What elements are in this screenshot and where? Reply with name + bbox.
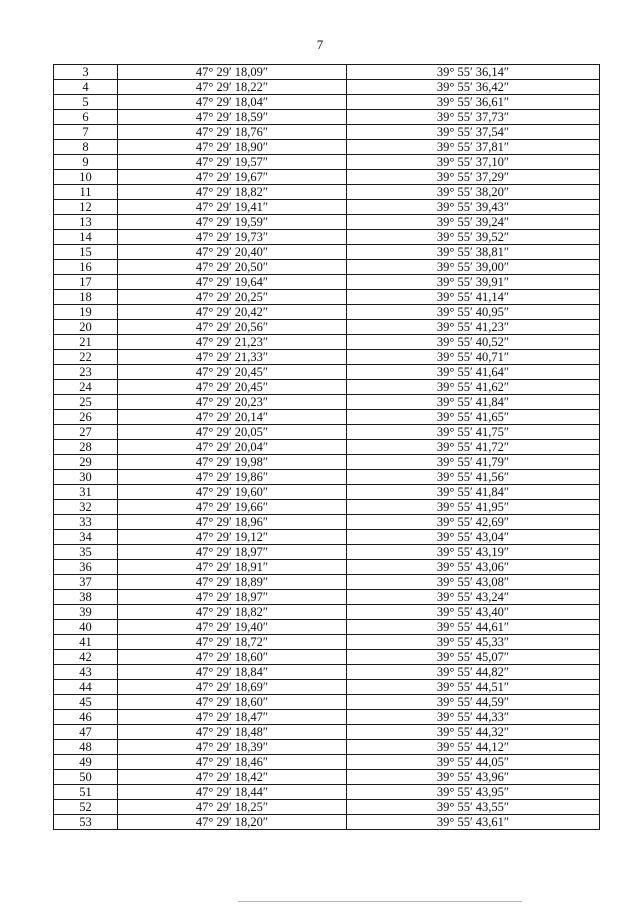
latitude-cell: 47° 29′ 19,41″ <box>118 200 347 215</box>
longitude-cell: 39° 55′ 41,84″ <box>347 485 600 500</box>
table-row <box>54 425 600 440</box>
table-row <box>54 695 600 710</box>
latitude-cell: 47° 29′ 19,64″ <box>118 275 347 290</box>
latitude-cell: 47° 29′ 19,73″ <box>118 230 347 245</box>
longitude-cell: 39° 55′ 44,59″ <box>347 695 600 710</box>
longitude-cell: 39° 55′ 44,05″ <box>347 755 600 770</box>
point-number-cell: 22 <box>54 350 118 365</box>
table-row <box>54 350 600 365</box>
longitude-cell: 39° 55′ 43,04″ <box>347 530 600 545</box>
latitude-cell: 47° 29′ 18,90″ <box>118 140 347 155</box>
table-row <box>54 575 600 590</box>
table-row <box>54 620 600 635</box>
latitude-cell: 47° 29′ 18,82″ <box>118 605 347 620</box>
table-row <box>54 530 600 545</box>
longitude-cell: 39° 55′ 40,71″ <box>347 350 600 365</box>
longitude-cell: 39° 55′ 39,52″ <box>347 230 600 245</box>
longitude-cell: 39° 55′ 40,95″ <box>347 305 600 320</box>
longitude-cell: 39° 55′ 36,61″ <box>347 95 600 110</box>
longitude-cell: 39° 55′ 37,29″ <box>347 170 600 185</box>
latitude-cell: 47° 29′ 18,48″ <box>118 725 347 740</box>
table-row <box>54 200 600 215</box>
table-row <box>54 545 600 560</box>
table-row <box>54 635 600 650</box>
point-number-cell: 50 <box>54 770 118 785</box>
point-number-cell: 41 <box>54 635 118 650</box>
longitude-cell: 39° 55′ 44,82″ <box>347 665 600 680</box>
longitude-cell: 39° 55′ 43,55″ <box>347 800 600 815</box>
point-number-cell: 31 <box>54 485 118 500</box>
table-row <box>54 680 600 695</box>
table-row <box>54 410 600 425</box>
latitude-cell: 47° 29′ 18,60″ <box>118 650 347 665</box>
point-number-cell: 10 <box>54 170 118 185</box>
point-number-cell: 24 <box>54 380 118 395</box>
table-row <box>54 485 600 500</box>
latitude-cell: 47° 29′ 18,44″ <box>118 785 347 800</box>
point-number-cell: 20 <box>54 320 118 335</box>
longitude-cell: 39° 55′ 41,23″ <box>347 320 600 335</box>
point-number-cell: 29 <box>54 455 118 470</box>
longitude-cell: 39° 55′ 37,73″ <box>347 110 600 125</box>
point-number-cell: 36 <box>54 560 118 575</box>
latitude-cell: 47° 29′ 20,05″ <box>118 425 347 440</box>
table-row <box>54 395 600 410</box>
latitude-cell: 47° 29′ 18,46″ <box>118 755 347 770</box>
table-row <box>54 560 600 575</box>
table-row <box>54 515 600 530</box>
point-number-cell: 52 <box>54 800 118 815</box>
point-number-cell: 45 <box>54 695 118 710</box>
table-row <box>54 440 600 455</box>
table-row <box>54 215 600 230</box>
point-number-cell: 19 <box>54 305 118 320</box>
table-row <box>54 170 600 185</box>
table-row <box>54 65 600 80</box>
latitude-cell: 47° 29′ 18,22″ <box>118 80 347 95</box>
latitude-cell: 47° 29′ 20,14″ <box>118 410 347 425</box>
latitude-cell: 47° 29′ 18,89″ <box>118 575 347 590</box>
point-number-cell: 40 <box>54 620 118 635</box>
latitude-cell: 47° 29′ 20,40″ <box>118 245 347 260</box>
latitude-cell: 47° 29′ 18,09″ <box>118 65 347 80</box>
point-number-cell: 11 <box>54 185 118 200</box>
longitude-cell: 39° 55′ 44,33″ <box>347 710 600 725</box>
point-number-cell: 51 <box>54 785 118 800</box>
latitude-cell: 47° 29′ 19,86″ <box>118 470 347 485</box>
latitude-cell: 47° 29′ 18,97″ <box>118 545 347 560</box>
table-row <box>54 725 600 740</box>
latitude-cell: 47° 29′ 18,47″ <box>118 710 347 725</box>
longitude-cell: 39° 55′ 39,43″ <box>347 200 600 215</box>
longitude-cell: 39° 55′ 36,42″ <box>347 80 600 95</box>
longitude-cell: 39° 55′ 41,56″ <box>347 470 600 485</box>
latitude-cell: 47° 29′ 20,50″ <box>118 260 347 275</box>
point-number-cell: 14 <box>54 230 118 245</box>
point-number-cell: 3 <box>54 65 118 80</box>
latitude-cell: 47° 29′ 21,23″ <box>118 335 347 350</box>
table-row <box>54 710 600 725</box>
table-row <box>54 290 600 305</box>
latitude-cell: 47° 29′ 18,97″ <box>118 590 347 605</box>
point-number-cell: 47 <box>54 725 118 740</box>
latitude-cell: 47° 29′ 19,59″ <box>118 215 347 230</box>
point-number-cell: 15 <box>54 245 118 260</box>
table-row <box>54 665 600 680</box>
latitude-cell: 47° 29′ 18,59″ <box>118 110 347 125</box>
longitude-cell: 39° 55′ 43,40″ <box>347 605 600 620</box>
latitude-cell: 47° 29′ 18,69″ <box>118 680 347 695</box>
longitude-cell: 39° 55′ 45,07″ <box>347 650 600 665</box>
latitude-cell: 47° 29′ 20,42″ <box>118 305 347 320</box>
point-number-cell: 12 <box>54 200 118 215</box>
latitude-cell: 47° 29′ 19,40″ <box>118 620 347 635</box>
point-number-cell: 7 <box>54 125 118 140</box>
latitude-cell: 47° 29′ 18,82″ <box>118 185 347 200</box>
scan-edge-line <box>238 901 522 902</box>
table-row <box>54 815 600 830</box>
longitude-cell: 39° 55′ 41,84″ <box>347 395 600 410</box>
table-row <box>54 755 600 770</box>
table-row <box>54 785 600 800</box>
table-row <box>54 365 600 380</box>
longitude-cell: 39° 55′ 41,72″ <box>347 440 600 455</box>
point-number-cell: 5 <box>54 95 118 110</box>
longitude-cell: 39° 55′ 38,81″ <box>347 245 600 260</box>
latitude-cell: 47° 29′ 18,96″ <box>118 515 347 530</box>
table-row <box>54 590 600 605</box>
table-row <box>54 650 600 665</box>
point-number-cell: 38 <box>54 590 118 605</box>
table-row <box>54 455 600 470</box>
table-row <box>54 125 600 140</box>
table-row <box>54 245 600 260</box>
longitude-cell: 39° 55′ 43,24″ <box>347 590 600 605</box>
table-row <box>54 260 600 275</box>
point-number-cell: 26 <box>54 410 118 425</box>
latitude-cell: 47° 29′ 18,39″ <box>118 740 347 755</box>
longitude-cell: 39° 55′ 39,00″ <box>347 260 600 275</box>
longitude-cell: 39° 55′ 44,51″ <box>347 680 600 695</box>
page-number: 7 <box>316 37 324 52</box>
longitude-cell: 39° 55′ 42,69″ <box>347 515 600 530</box>
point-number-cell: 39 <box>54 605 118 620</box>
table-row <box>54 230 600 245</box>
longitude-cell: 39° 55′ 39,24″ <box>347 215 600 230</box>
table-row <box>54 470 600 485</box>
point-number-cell: 25 <box>54 395 118 410</box>
point-number-cell: 9 <box>54 155 118 170</box>
point-number-cell: 8 <box>54 140 118 155</box>
point-number-cell: 32 <box>54 500 118 515</box>
longitude-cell: 39° 55′ 45,33″ <box>347 635 600 650</box>
latitude-cell: 47° 29′ 19,57″ <box>118 155 347 170</box>
point-number-cell: 48 <box>54 740 118 755</box>
table-row <box>54 770 600 785</box>
latitude-cell: 47° 29′ 18,60″ <box>118 695 347 710</box>
latitude-cell: 47° 29′ 20,25″ <box>118 290 347 305</box>
longitude-cell: 39° 55′ 44,61″ <box>347 620 600 635</box>
point-number-cell: 28 <box>54 440 118 455</box>
table-row <box>54 335 600 350</box>
latitude-cell: 47° 29′ 18,76″ <box>118 125 347 140</box>
latitude-cell: 47° 29′ 19,98″ <box>118 455 347 470</box>
point-number-cell: 34 <box>54 530 118 545</box>
latitude-cell: 47° 29′ 18,25″ <box>118 800 347 815</box>
longitude-cell: 39° 55′ 37,54″ <box>347 125 600 140</box>
longitude-cell: 39° 55′ 44,32″ <box>347 725 600 740</box>
point-number-cell: 53 <box>54 815 118 830</box>
table-row <box>54 800 600 815</box>
latitude-cell: 47° 29′ 18,04″ <box>118 95 347 110</box>
longitude-cell: 39° 55′ 37,81″ <box>347 140 600 155</box>
latitude-cell: 47° 29′ 20,45″ <box>118 365 347 380</box>
point-number-cell: 37 <box>54 575 118 590</box>
point-number-cell: 46 <box>54 710 118 725</box>
longitude-cell: 39° 55′ 44,12″ <box>347 740 600 755</box>
longitude-cell: 39° 55′ 38,20″ <box>347 185 600 200</box>
point-number-cell: 13 <box>54 215 118 230</box>
longitude-cell: 39° 55′ 43,61″ <box>347 815 600 830</box>
longitude-cell: 39° 55′ 41,14″ <box>347 290 600 305</box>
point-number-cell: 6 <box>54 110 118 125</box>
longitude-cell: 39° 55′ 36,14″ <box>347 65 600 80</box>
longitude-cell: 39° 55′ 43,95″ <box>347 785 600 800</box>
point-number-cell: 17 <box>54 275 118 290</box>
coordinates-table <box>53 64 600 830</box>
point-number-cell: 43 <box>54 665 118 680</box>
latitude-cell: 47° 29′ 20,04″ <box>118 440 347 455</box>
latitude-cell: 47° 29′ 18,20″ <box>118 815 347 830</box>
table-row <box>54 140 600 155</box>
table-row <box>54 380 600 395</box>
longitude-cell: 39° 55′ 37,10″ <box>347 155 600 170</box>
table-row <box>54 185 600 200</box>
longitude-cell: 39° 55′ 43,19″ <box>347 545 600 560</box>
latitude-cell: 47° 29′ 19,12″ <box>118 530 347 545</box>
longitude-cell: 39° 55′ 41,64″ <box>347 365 600 380</box>
point-number-cell: 23 <box>54 365 118 380</box>
longitude-cell: 39° 55′ 41,65″ <box>347 410 600 425</box>
table-row <box>54 80 600 95</box>
latitude-cell: 47° 29′ 18,91″ <box>118 560 347 575</box>
latitude-cell: 47° 29′ 18,72″ <box>118 635 347 650</box>
table-row <box>54 155 600 170</box>
latitude-cell: 47° 29′ 20,45″ <box>118 380 347 395</box>
latitude-cell: 47° 29′ 18,84″ <box>118 665 347 680</box>
latitude-cell: 47° 29′ 19,67″ <box>118 170 347 185</box>
latitude-cell: 47° 29′ 20,56″ <box>118 320 347 335</box>
longitude-cell: 39° 55′ 41,62″ <box>347 380 600 395</box>
point-number-cell: 4 <box>54 80 118 95</box>
point-number-cell: 44 <box>54 680 118 695</box>
longitude-cell: 39° 55′ 43,06″ <box>347 560 600 575</box>
latitude-cell: 47° 29′ 21,33″ <box>118 350 347 365</box>
point-number-cell: 21 <box>54 335 118 350</box>
longitude-cell: 39° 55′ 41,79″ <box>347 455 600 470</box>
point-number-cell: 49 <box>54 755 118 770</box>
table-row <box>54 110 600 125</box>
coordinates-table-body <box>54 65 600 830</box>
table-row <box>54 320 600 335</box>
table-row <box>54 305 600 320</box>
latitude-cell: 47° 29′ 20,23″ <box>118 395 347 410</box>
longitude-cell: 39° 55′ 40,52″ <box>347 335 600 350</box>
table-row <box>54 500 600 515</box>
longitude-cell: 39° 55′ 39,91″ <box>347 275 600 290</box>
longitude-cell: 39° 55′ 41,95″ <box>347 500 600 515</box>
point-number-cell: 18 <box>54 290 118 305</box>
point-number-cell: 42 <box>54 650 118 665</box>
latitude-cell: 47° 29′ 19,66″ <box>118 500 347 515</box>
table-row <box>54 275 600 290</box>
latitude-cell: 47° 29′ 19,60″ <box>118 485 347 500</box>
table-row <box>54 95 600 110</box>
longitude-cell: 39° 55′ 43,08″ <box>347 575 600 590</box>
latitude-cell: 47° 29′ 18,42″ <box>118 770 347 785</box>
table-row <box>54 740 600 755</box>
longitude-cell: 39° 55′ 43,96″ <box>347 770 600 785</box>
point-number-cell: 35 <box>54 545 118 560</box>
point-number-cell: 16 <box>54 260 118 275</box>
table-row <box>54 605 600 620</box>
point-number-cell: 30 <box>54 470 118 485</box>
point-number-cell: 33 <box>54 515 118 530</box>
point-number-cell: 27 <box>54 425 118 440</box>
longitude-cell: 39° 55′ 41,75″ <box>347 425 600 440</box>
